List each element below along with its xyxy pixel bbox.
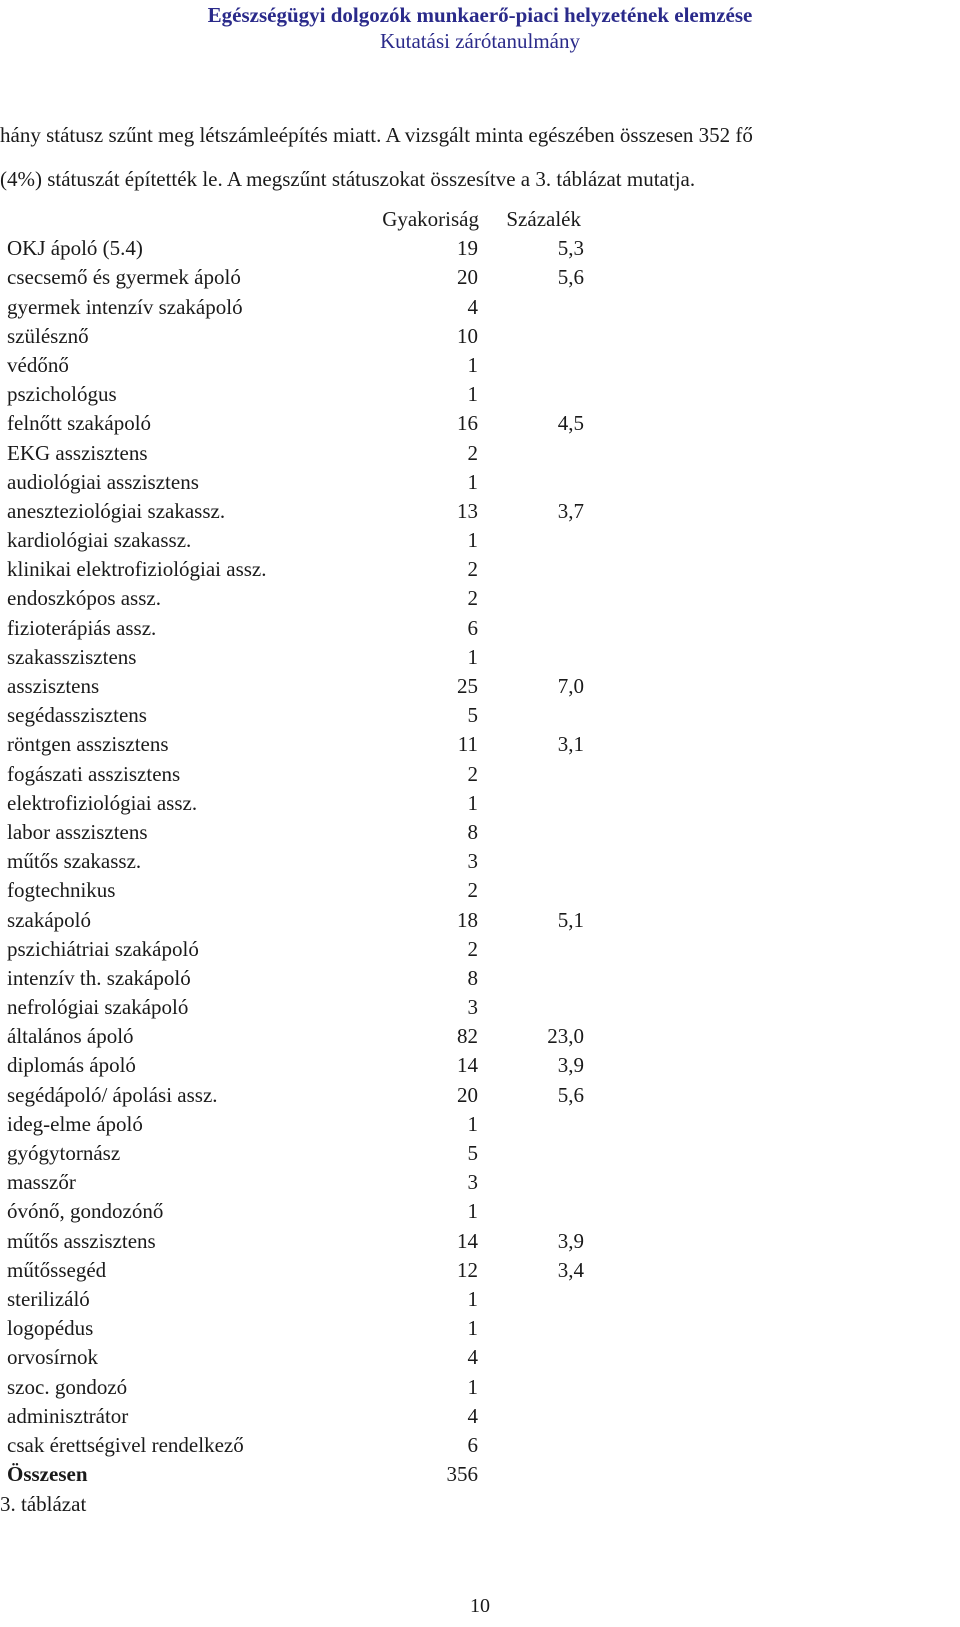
row-frequency: 3	[467, 1170, 478, 1195]
row-frequency: 1	[467, 1111, 478, 1136]
row-label: logopédus	[7, 1316, 94, 1341]
table-row	[0, 935, 620, 964]
table-row	[0, 322, 620, 351]
table-row	[0, 1402, 620, 1431]
table-row	[0, 643, 620, 672]
row-label: Összesen	[7, 1462, 88, 1487]
row-frequency: 2	[467, 557, 478, 582]
row-frequency: 82	[457, 1024, 478, 1049]
table-row	[0, 1168, 620, 1197]
row-frequency: 2	[467, 586, 478, 611]
row-frequency: 1	[467, 528, 478, 553]
row-frequency: 6	[467, 1432, 478, 1457]
table-row	[0, 497, 620, 526]
row-label: intenzív th. szakápoló	[7, 965, 191, 990]
row-frequency: 1	[467, 644, 478, 669]
table-row	[0, 555, 620, 584]
table-row	[0, 730, 620, 759]
table-total-row	[0, 1460, 620, 1489]
document-subtitle: Kutatási zárótanulmány	[379, 29, 580, 53]
row-frequency: 3	[467, 849, 478, 874]
table-row	[0, 1139, 620, 1168]
row-frequency: 12	[457, 1257, 478, 1282]
table-row	[0, 1285, 620, 1314]
row-frequency: 8	[467, 819, 478, 844]
table-row	[0, 1373, 620, 1402]
table-row	[0, 876, 620, 905]
table-row	[0, 1051, 620, 1080]
row-label: fizioterápiás assz.	[7, 615, 157, 640]
row-percent: 3,9	[557, 1053, 584, 1078]
table-row	[0, 964, 620, 993]
table-row	[0, 1314, 620, 1343]
row-label: kardiológiai szakassz.	[7, 528, 192, 553]
row-frequency: 13	[457, 498, 478, 523]
row-percent: 5,6	[557, 265, 584, 290]
table-header-row	[0, 205, 620, 234]
body-line-2: (4%) státuszát építették le. A megszűnt státuszokat összesítve a 3. táblázat mutatja.	[0, 167, 696, 191]
table-row	[0, 409, 620, 438]
row-frequency: 1	[467, 1286, 478, 1311]
row-percent: 3,9	[557, 1228, 584, 1253]
row-label: audiológiai asszisztens	[7, 469, 199, 494]
row-percent: 7,0	[557, 674, 584, 698]
table-row	[0, 293, 620, 322]
row-frequency: 4	[467, 1345, 478, 1370]
row-label: gyógytornász	[7, 1141, 121, 1165]
row-percent: 5,6	[557, 1082, 584, 1107]
row-frequency: 5	[467, 703, 478, 728]
table-row	[0, 672, 620, 701]
row-percent: 3,7	[557, 498, 584, 523]
row-label: klinikai elektrofiziológiai assz.	[7, 557, 267, 582]
column-header-percent: Százalék	[506, 207, 581, 231]
row-frequency: 5	[467, 1141, 478, 1165]
row-frequency: 2	[467, 761, 478, 786]
table-row	[0, 993, 620, 1022]
row-frequency: 1	[467, 382, 478, 407]
row-label: csak érettségivel rendelkező	[7, 1432, 244, 1457]
row-label: diplomás ápoló	[7, 1053, 136, 1078]
row-label: OKJ ápoló (5.4)	[7, 236, 143, 261]
status-table	[0, 205, 620, 1489]
row-frequency: 16	[457, 411, 478, 436]
row-label: felnőtt szakápoló	[7, 411, 152, 436]
table-row	[0, 1227, 620, 1256]
row-frequency: 10	[457, 323, 478, 348]
row-percent: 3,4	[557, 1257, 584, 1282]
table-row	[0, 1431, 620, 1460]
row-label: óvónő, gondozónő	[7, 1199, 164, 1224]
table-row	[0, 760, 620, 789]
table-row	[0, 468, 620, 497]
table-row	[0, 1022, 620, 1051]
row-label: ideg-elme ápoló	[7, 1111, 143, 1136]
row-frequency: 1	[467, 1199, 478, 1224]
row-frequency: 6	[467, 615, 478, 640]
row-label: asszisztens	[7, 674, 100, 698]
row-label: sterilizáló	[7, 1286, 90, 1311]
table-caption: 3. táblázat	[0, 1492, 87, 1516]
row-frequency: 1	[467, 790, 478, 815]
table-row	[0, 1197, 620, 1226]
table-row	[0, 1256, 620, 1285]
body-paragraph	[0, 113, 960, 201]
row-label: gyermek intenzív szakápoló	[7, 294, 243, 319]
table-row	[0, 263, 620, 292]
row-label: orvosírnok	[7, 1345, 98, 1370]
page-number: 10	[470, 1595, 490, 1617]
row-frequency: 1	[467, 469, 478, 494]
row-percent: 23,0	[547, 1024, 584, 1049]
row-label: védőnő	[7, 352, 69, 377]
row-label: röntgen asszisztens	[7, 732, 169, 757]
row-percent: 5,3	[557, 236, 584, 261]
row-label: szakápoló	[7, 907, 91, 932]
table-row	[0, 1081, 620, 1110]
row-label: szülésznő	[7, 323, 89, 348]
row-label: segédápoló/ ápolási assz.	[7, 1082, 218, 1107]
row-label: szakasszisztens	[7, 644, 137, 669]
row-label: endoszkópos assz.	[7, 586, 161, 611]
row-label: EKG asszisztens	[7, 440, 148, 465]
table-row	[0, 906, 620, 935]
row-label: pszichológus	[7, 382, 117, 407]
row-frequency: 25	[457, 674, 478, 698]
column-header-frequency: Gyakoriság	[382, 207, 479, 231]
row-label: fogtechnikus	[7, 878, 116, 903]
table-row	[0, 380, 620, 409]
row-label: masszőr	[7, 1170, 76, 1195]
row-frequency: 2	[467, 936, 478, 961]
row-frequency: 1	[467, 352, 478, 377]
page-header	[0, 2, 960, 54]
row-label: adminisztrátor	[7, 1403, 129, 1428]
row-frequency: 8	[467, 965, 478, 990]
row-label: műtős szakassz.	[7, 849, 142, 874]
row-frequency: 1	[467, 1374, 478, 1399]
row-label: labor asszisztens	[7, 819, 148, 844]
row-label: csecsemő és gyermek ápoló	[7, 265, 241, 290]
row-label: elektrofiziológiai assz.	[7, 790, 198, 815]
row-frequency: 4	[467, 294, 478, 319]
row-label: műtőssegéd	[7, 1257, 107, 1282]
table-row	[0, 439, 620, 468]
row-label: pszichiátriai szakápoló	[7, 936, 199, 961]
table-row	[0, 234, 620, 263]
row-label: segédasszisztens	[7, 703, 147, 728]
row-frequency: 2	[467, 878, 478, 903]
row-frequency: 19	[457, 236, 478, 261]
row-frequency: 11	[457, 732, 478, 757]
table-row	[0, 526, 620, 555]
row-frequency: 20	[457, 265, 478, 290]
table-row	[0, 818, 620, 847]
row-percent: 3,1	[557, 732, 584, 757]
row-label: szoc. gondozó	[7, 1374, 128, 1399]
row-frequency: 4	[467, 1403, 478, 1428]
row-label: műtős asszisztens	[7, 1228, 156, 1253]
table-row	[0, 614, 620, 643]
row-label: nefrológiai szakápoló	[7, 995, 189, 1020]
row-label: általános ápoló	[7, 1024, 134, 1049]
body-line-1: hány státusz szűnt meg létszámleépítés miatt. A vizsgált minta egészében összesen 352 fő	[0, 123, 753, 147]
table-row	[0, 351, 620, 380]
row-frequency: 2	[467, 440, 478, 465]
row-label: fogászati asszisztens	[7, 761, 181, 786]
table-row	[0, 584, 620, 613]
table-row	[0, 1343, 620, 1372]
row-frequency: 3	[467, 995, 478, 1020]
row-percent: 5,1	[557, 907, 584, 932]
row-frequency: 356	[446, 1462, 478, 1487]
row-frequency: 14	[457, 1053, 478, 1078]
table-row	[0, 1110, 620, 1139]
row-frequency: 18	[457, 907, 478, 932]
row-frequency: 20	[457, 1082, 478, 1107]
row-label: aneszteziológiai szakassz.	[7, 498, 226, 523]
table-row	[0, 701, 620, 730]
table-row	[0, 789, 620, 818]
row-percent: 4,5	[557, 411, 584, 436]
row-frequency: 14	[457, 1228, 478, 1253]
row-frequency: 1	[467, 1316, 478, 1341]
document-title: Egészségügyi dolgozók munkaerő-piaci helyzetének elemzése	[207, 3, 753, 27]
table-row	[0, 847, 620, 876]
